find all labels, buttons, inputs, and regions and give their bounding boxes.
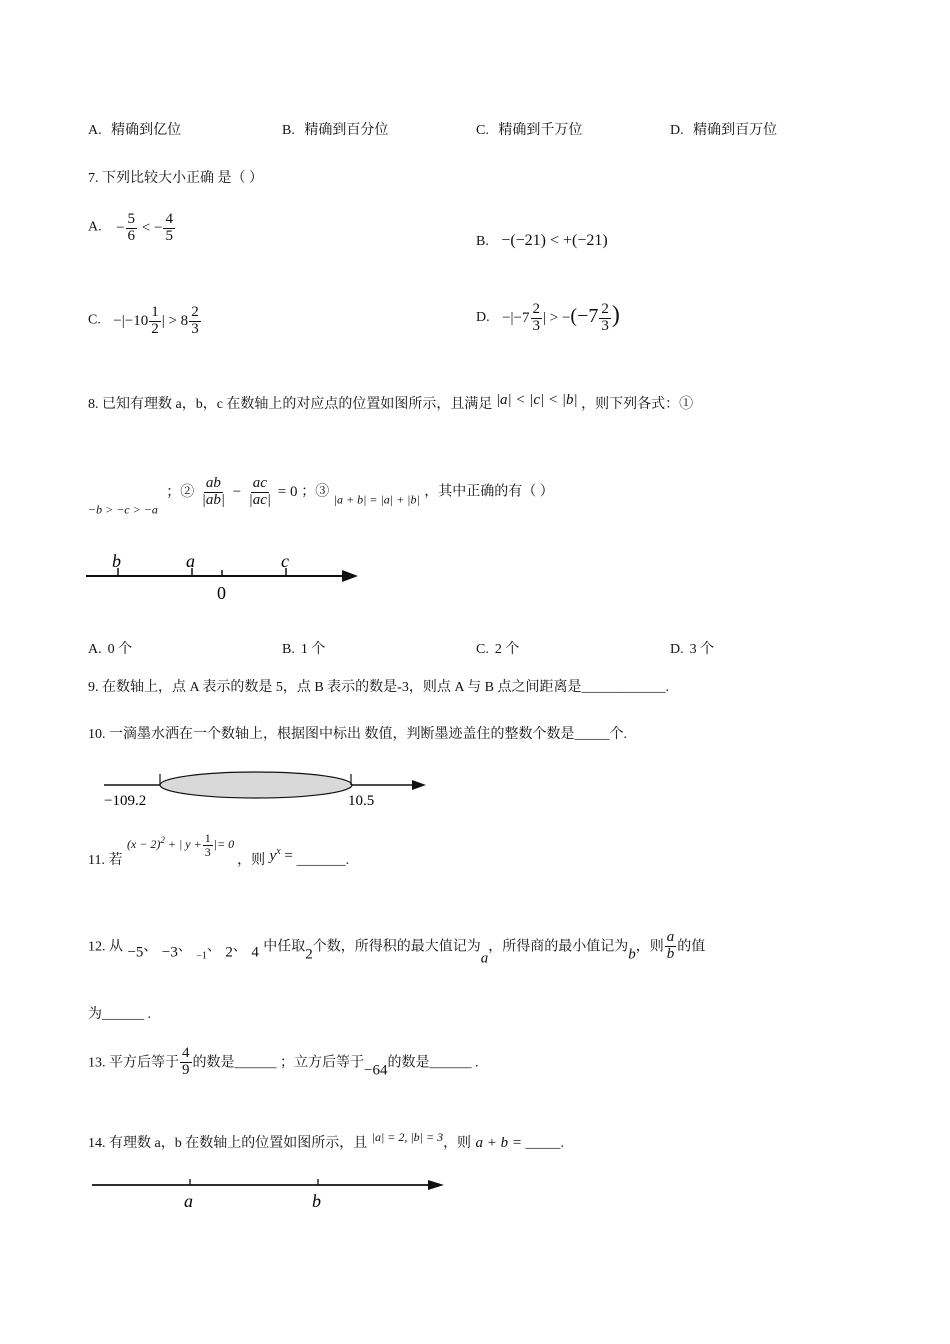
q8-expr-3: |a + b| = |a| + |b| [333,492,420,507]
q7d-frac-2: $\frac{2}{3}$ [601,301,609,335]
q6-option-a-text: 精确到亿位 [111,123,182,138]
q7-option-b [476,232,608,250]
q8-stem: 8. 已知有理数 a，b，c 在数轴上的对应点的位置如图所示，且满足 |a| < |c| < |b| ，则下列各式：① [88,392,694,412]
q7c-frac-2: $\frac{2}{3}$ [191,304,199,337]
q8-number-line [80,548,370,606]
q13-frac: $\frac{4}{9}$ [182,1045,190,1078]
q6-option-b [282,119,388,139]
q10-label-right: 10.5 [348,793,375,809]
q11-frac: $\frac{1}{3}$ [204,831,211,859]
q8-expr-1: −b > −c > −a [88,502,158,517]
q10-number-line [98,768,438,810]
q14-condition: |a| = 2, |b| = 3 [371,1130,444,1144]
q7c-frac-1: $\frac{1}{2}$ [151,304,159,337]
q7-option-d-label: D. [476,310,490,325]
q14: 14. 有理数 a，b 在数轴上的位置如图所示，且 |a| = 2, |b| = 3，则 a + b = _____. [88,1130,565,1151]
q8-option-c: C. 2 个 [476,642,520,657]
q7-option-c-label: C. [88,312,101,328]
q10-ink-blot [160,772,352,798]
q7-option-b-label: B. [476,234,489,249]
q9-text: 9. 在数轴上，点 A 表示的数是 5，点 B 表示的数是-3，则点 A 与 B 点之间距离是____________. [88,680,670,695]
q10-text: 10. 一滴墨水洒在一个数轴上，根据图中标出 数值，判断墨迹盖住的整数个数是_____个. [88,727,627,742]
q13: 13. 平方后等于 $\frac{4}{9}$ 的数是______ ；立方后等于−64的数是______ . [88,1045,479,1079]
q6-option-a-label: A. [88,123,102,138]
q8-option-a: A. 0 个 [88,642,133,657]
q11: 11. 若 $(x - 2)^2$ + | y + $\frac{1}{3}$ |= 0 ，则 $y^x$ = _______. [88,831,350,868]
q6-option-a [88,119,181,139]
q7b-expr: −(−21) < +(−21) [501,232,608,249]
q6-option-b-text: 精确到百分位 [304,123,389,138]
q7-option-c: C. −|−10 $\frac{1}{2}$ | > 8 $\frac{2}{3}$ [88,304,199,337]
q7-option-a-label: A. [88,219,102,235]
q14-label-b: b [312,1191,321,1211]
q8-frac-2: $\frac{ac}{|ac|}$ [248,475,272,508]
q8-frac-1: $\frac{ab}{|ab|}$ [201,475,225,508]
q8-label-zero: 0 [217,583,226,603]
q10-axis-arrow [412,780,426,790]
q8-statements: −b > −c > −a ；② $\frac{ab}{|ab|}$ − $\frac{ac}{|ac|}$ = 0 ；③ |a + b| = |a| + |b| ，其中正确的有（ ） [88,475,554,517]
q6-option-d [670,119,777,139]
q12-frac: $\frac{a}{b}$ [666,929,675,962]
q7a-minus: − [116,219,125,236]
q6-option-d-label: D. [670,123,684,138]
q8-label-a: a [186,551,195,571]
q7d-frac-1: $\frac{2}{3}$ [532,301,540,335]
q12: 12. 从 −5、 −3、 $_{-1}$、 2、 4 中任取2个数，所得积的最大值记为a，所得商的最小值记为b，则 $\frac{a}{b}$ 的值 [88,929,706,967]
q6-option-c-text: 精确到千万位 [498,123,583,138]
q8-axis-arrow [342,570,358,582]
q7-option-a [88,212,176,245]
q6-option-c-label: C. [476,123,489,138]
q14-axis-arrow [428,1180,444,1190]
q14-label-a: a [184,1191,193,1211]
q7a-frac-1: $\frac{5}{6}$ [127,211,136,244]
q8-option-b: B. 1 个 [282,642,326,657]
q8-label-b: b [112,551,121,571]
q10-label-left: −109.2 [104,793,147,809]
q7a-frac-2: $\frac{4}{5}$ [165,211,173,244]
q6-option-b-label: B. [282,123,295,138]
q8-label-c: c [281,551,289,571]
q6-option-d-text: 精确到百万位 [693,123,778,138]
q8-condition: |a| < |c| < |b| [495,392,578,408]
q12-line2: 为______ . [88,1007,151,1022]
q7a-lt: < − [138,219,163,236]
q6-option-c [476,119,582,139]
q7-stem: 7. 下列比较大小正确 是（ ） [88,171,263,186]
q7-option-d: D. −|−7 $\frac{2}{3}$ | > −(−7 $\frac{2}{3}$ ) [476,301,620,335]
q14-number-line [86,1170,456,1216]
q8-option-d: D. 3 个 [670,642,715,657]
